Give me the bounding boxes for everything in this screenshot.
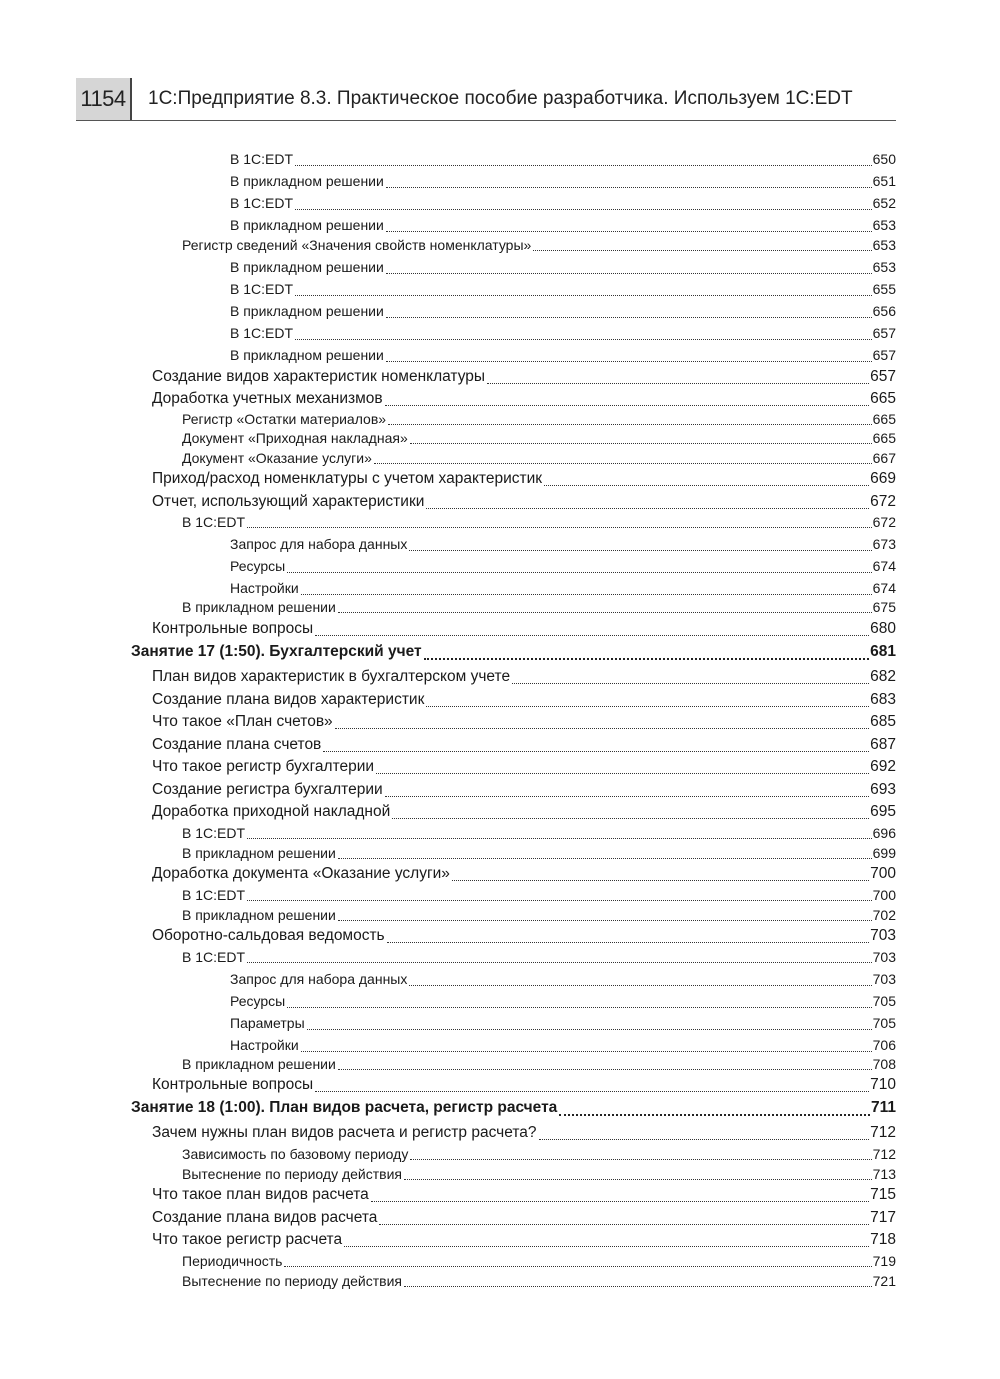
- toc-entry[interactable]: [230, 214, 896, 236]
- toc-entry-title: В 1С:EDT: [182, 949, 246, 965]
- toc-entry-page: 665: [872, 430, 896, 446]
- toc-leader: [539, 1139, 870, 1140]
- toc-entry[interactable]: [182, 1054, 896, 1074]
- toc-entry[interactable]: [230, 278, 896, 300]
- toc-leader: [295, 165, 872, 166]
- toc-entry-title: В прикладном решении: [182, 907, 336, 923]
- toc-leader: [426, 706, 869, 707]
- toc-entry[interactable]: [182, 823, 896, 843]
- toc-entry-page: 708: [872, 1056, 896, 1072]
- toc-entry-title: В прикладном решении: [230, 259, 384, 275]
- toc-leader: [307, 1029, 872, 1030]
- toc-entry-title: Параметры: [230, 1015, 305, 1031]
- toc-entry-title: Доработка документа «Оказание услуги»: [152, 865, 450, 882]
- toc-entry-page: 665: [872, 411, 896, 427]
- toc-entry-page: 702: [872, 907, 896, 923]
- toc-entry-page: 712: [870, 1124, 896, 1141]
- toc-leader: [388, 424, 872, 425]
- toc-entry-page: 706: [872, 1037, 896, 1053]
- toc-leader: [335, 728, 869, 729]
- toc-entry-page: 673: [872, 536, 896, 552]
- toc-entry-title: Создание плана счетов: [152, 736, 322, 753]
- toc-leader: [338, 1069, 872, 1070]
- toc-entry-page: 665: [870, 390, 896, 407]
- toc-entry-page: 655: [872, 281, 896, 297]
- toc-leader: [559, 1114, 870, 1116]
- toc-entry-page: 685: [870, 713, 896, 730]
- toc-entry[interactable]: [230, 990, 896, 1012]
- toc-entry-page: 719: [872, 1253, 896, 1269]
- toc-entry[interactable]: [152, 618, 896, 640]
- toc-entry[interactable]: [152, 756, 896, 778]
- toc-entry-page: 653: [872, 259, 896, 275]
- toc-entry-page: 721: [872, 1273, 896, 1289]
- toc-entry-page: 692: [870, 758, 896, 775]
- toc-leader: [287, 572, 871, 573]
- toc-entry-title: Зачем нужны план видов расчета и регистр расчета?: [152, 1124, 537, 1141]
- toc-leader: [295, 209, 872, 210]
- toc-entry-page: 651: [872, 173, 896, 189]
- toc-entry-title: Вытеснение по периоду действия: [182, 1166, 402, 1182]
- toc-entry-page: 672: [872, 514, 896, 530]
- toc-entry[interactable]: [152, 1184, 896, 1206]
- toc-entry[interactable]: [152, 734, 896, 756]
- toc-entry-title: Настройки: [230, 580, 299, 596]
- toc-entry[interactable]: [152, 1207, 896, 1229]
- toc-entry-title: В прикладном решении: [230, 217, 384, 233]
- toc-entry-title: В прикладном решении: [230, 347, 384, 363]
- toc-entry[interactable]: [182, 1251, 896, 1271]
- toc-entry[interactable]: [182, 235, 896, 255]
- toc-entry-page: 710: [870, 1076, 896, 1093]
- toc-entry[interactable]: [152, 1229, 896, 1251]
- toc-entry-title: Доработка учетных механизмов: [152, 390, 383, 407]
- toc-leader: [392, 818, 869, 819]
- toc-entry-title: Что такое регистр бухгалтерии: [152, 758, 375, 775]
- toc-entry-page: 700: [870, 865, 896, 882]
- toc-leader: [247, 900, 872, 901]
- toc-leader: [301, 594, 872, 595]
- toc-entry-page: 705: [872, 1015, 896, 1031]
- toc-leader: [386, 361, 872, 362]
- toc-entry[interactable]: [230, 1034, 896, 1056]
- toc-leader: [386, 273, 872, 274]
- toc-leader: [452, 880, 869, 881]
- toc-entry-title: Регистр сведений «Значения свойств номенклатуры»: [182, 237, 532, 253]
- toc-leader: [376, 773, 869, 774]
- toc-entry-title: В 1С:EDT: [182, 887, 246, 903]
- toc-entry-page: 672: [870, 493, 896, 510]
- toc-entry[interactable]: [230, 1012, 896, 1034]
- toc-entry[interactable]: [152, 388, 896, 410]
- toc-entry-title: В 1С:EDT: [230, 195, 294, 211]
- toc-leader: [284, 1266, 871, 1267]
- toc-leader: [410, 1159, 871, 1160]
- toc-entry-title: Запрос для набора данных: [230, 536, 408, 552]
- toc-entry-page: 687: [870, 736, 896, 753]
- toc-entry[interactable]: [230, 192, 896, 214]
- toc-entry-page: 652: [872, 195, 896, 211]
- toc-entry-title: План видов характеристик в бухгалтерском учете: [152, 668, 511, 685]
- toc-entry-page: 657: [872, 347, 896, 363]
- toc-entry-page: 711: [870, 1099, 896, 1116]
- toc-leader: [533, 250, 871, 251]
- toc-entry-page: 653: [872, 217, 896, 233]
- toc-entry-title: Создание плана видов характеристик: [152, 691, 425, 708]
- toc-entry-title: Доработка приходной накладной: [152, 803, 391, 820]
- toc-entry-title: В 1С:EDT: [230, 325, 294, 341]
- toc-entry[interactable]: [182, 843, 896, 863]
- toc-entry[interactable]: [152, 863, 896, 885]
- toc-entry-page: 657: [870, 368, 896, 385]
- toc-entry[interactable]: [230, 256, 896, 278]
- toc-entry-page: 674: [872, 580, 896, 596]
- toc-entry[interactable]: [230, 344, 896, 366]
- toc-entry-page: 703: [872, 949, 896, 965]
- toc-leader: [301, 1051, 872, 1052]
- toc-leader: [409, 985, 871, 986]
- toc-chapter[interactable]: [131, 640, 896, 664]
- toc-entry-title: Отчет, использующий характеристики: [152, 493, 425, 510]
- running-title: 1С:Предприятие 8.3. Практическое пособие разработчика. Используем 1С:EDT: [148, 88, 853, 109]
- toc-entry[interactable]: [152, 491, 896, 513]
- toc-leader: [315, 635, 869, 636]
- toc-entry-title: Ресурсы: [230, 558, 286, 574]
- toc-entry-title: Контрольные вопросы: [152, 620, 314, 637]
- toc-entry-title: Ресурсы: [230, 993, 286, 1009]
- toc-entry-title: Создание видов характеристик номенклатуры: [152, 368, 486, 385]
- toc-leader: [424, 658, 870, 660]
- toc-entry-page: 703: [872, 971, 896, 987]
- toc-entry-title: Документ «Оказание услуги»: [182, 450, 372, 466]
- toc-entry[interactable]: [152, 468, 896, 490]
- toc-leader: [379, 1224, 869, 1225]
- toc-entry[interactable]: [182, 1164, 896, 1184]
- toc-entry[interactable]: [182, 1271, 896, 1291]
- toc-leader: [295, 339, 872, 340]
- toc-entry-page: 681: [870, 643, 896, 660]
- toc-entry[interactable]: [230, 968, 896, 990]
- toc-entry-page: 656: [872, 303, 896, 319]
- toc-entry-title: Периодичность: [182, 1253, 283, 1269]
- toc-leader: [287, 1007, 871, 1008]
- page-header: [76, 78, 896, 121]
- toc-entry-page: 705: [872, 993, 896, 1009]
- toc-entry-title: Что такое регистр расчета: [152, 1231, 343, 1248]
- toc-entry[interactable]: [152, 1074, 896, 1096]
- toc-entry[interactable]: [152, 711, 896, 733]
- toc-entry-title: Приход/расход номенклатуры с учетом характеристик: [152, 470, 543, 487]
- toc-entry-page: 712: [872, 1146, 896, 1162]
- page-number: 1154: [76, 78, 132, 120]
- toc-leader: [386, 317, 872, 318]
- toc-leader: [404, 1179, 872, 1180]
- toc-entry-page: 653: [872, 237, 896, 253]
- toc-entry-title: В 1С:EDT: [182, 514, 246, 530]
- toc-entry-title: В 1С:EDT: [230, 281, 294, 297]
- toc-leader: [487, 383, 869, 384]
- toc-leader: [338, 612, 872, 613]
- toc-entry-title: В 1С:EDT: [182, 825, 246, 841]
- toc-entry-title: Что такое план видов расчета: [152, 1186, 369, 1203]
- toc-entry[interactable]: [152, 925, 896, 947]
- toc-entry[interactable]: [230, 300, 896, 322]
- toc-entry[interactable]: [152, 666, 896, 688]
- toc-entry-title: В прикладном решении: [182, 1056, 336, 1072]
- toc-leader: [338, 920, 872, 921]
- toc-leader: [404, 1286, 872, 1287]
- toc-entry-title: Запрос для набора данных: [230, 971, 408, 987]
- toc-entry-page: 657: [872, 325, 896, 341]
- toc-entry-title: В прикладном решении: [182, 845, 336, 861]
- toc-leader: [386, 231, 872, 232]
- toc-leader: [409, 550, 871, 551]
- toc-entry-title: Документ «Приходная накладная»: [182, 430, 408, 446]
- toc-entry-title: Зависимость по базовому периоду: [182, 1146, 409, 1162]
- toc-leader: [387, 942, 869, 943]
- toc-entry-page: 667: [872, 450, 896, 466]
- toc-entry-title: Занятие 17 (1:50). Бухгалтерский учет: [131, 643, 422, 660]
- toc-entry-title: Оборотно-сальдовая ведомость: [152, 927, 385, 944]
- toc-entry-page: 683: [870, 691, 896, 708]
- toc-entry-page: 700: [872, 887, 896, 903]
- toc-entry[interactable]: [182, 409, 896, 429]
- toc-entry-title: В прикладном решении: [230, 303, 384, 319]
- toc-entry[interactable]: [230, 322, 896, 344]
- toc-entry-page: 713: [872, 1166, 896, 1182]
- toc-leader: [385, 796, 869, 797]
- toc-entry-title: Настройки: [230, 1037, 299, 1053]
- toc-entry-page: 674: [872, 558, 896, 574]
- toc-chapter[interactable]: [131, 1096, 896, 1120]
- toc-entry-title: Что такое «План счетов»: [152, 713, 333, 730]
- toc-entry-page: 682: [870, 668, 896, 685]
- toc-entry-title: Создание плана видов расчета: [152, 1209, 378, 1226]
- toc-entry-page: 699: [872, 845, 896, 861]
- toc-entry-title: Регистр «Остатки материалов»: [182, 411, 387, 427]
- toc-entry[interactable]: [182, 597, 896, 617]
- toc-entry[interactable]: [182, 947, 896, 967]
- toc-entry[interactable]: [152, 689, 896, 711]
- toc-entry[interactable]: [152, 1122, 896, 1144]
- toc-entry[interactable]: [230, 555, 896, 577]
- toc-entry-title: В прикладном решении: [230, 173, 384, 189]
- toc-entry[interactable]: [230, 170, 896, 192]
- toc-entry[interactable]: [182, 885, 896, 905]
- toc-entry-title: Вытеснение по периоду действия: [182, 1273, 402, 1289]
- toc-leader: [371, 1201, 869, 1202]
- toc-entry[interactable]: [152, 801, 896, 823]
- toc-leader: [247, 527, 872, 528]
- toc-entry-title: Контрольные вопросы: [152, 1076, 314, 1093]
- toc-entry-page: 718: [870, 1231, 896, 1248]
- toc-entry[interactable]: [182, 512, 896, 532]
- toc-entry-title: В 1С:EDT: [230, 151, 294, 167]
- toc-entry-page: 669: [870, 470, 896, 487]
- toc-leader: [247, 962, 872, 963]
- toc-entry-title: Занятие 18 (1:00). План видов расчета, регистр расчета: [131, 1099, 558, 1116]
- toc-leader: [544, 485, 869, 486]
- toc-entry-page: 695: [870, 803, 896, 820]
- toc-leader: [385, 405, 870, 406]
- toc-entry[interactable]: [182, 448, 896, 468]
- toc-entry-title: Создание регистра бухгалтерии: [152, 781, 383, 798]
- toc-leader: [295, 295, 872, 296]
- toc-leader: [386, 187, 872, 188]
- toc-leader: [426, 508, 869, 509]
- toc-leader: [338, 858, 872, 859]
- toc-entry-title: В прикладном решении: [182, 599, 336, 615]
- toc-entry-page: 693: [870, 781, 896, 798]
- toc-entry[interactable]: [152, 366, 896, 388]
- toc-leader: [344, 1246, 869, 1247]
- toc-entry-page: 715: [870, 1186, 896, 1203]
- toc-entry[interactable]: [230, 533, 896, 555]
- toc-entry-page: 650: [872, 151, 896, 167]
- toc-leader: [512, 683, 869, 684]
- toc-leader: [315, 1091, 869, 1092]
- toc-entry[interactable]: [182, 1144, 896, 1164]
- toc-entry-page: 675: [872, 599, 896, 615]
- toc-entry[interactable]: [152, 779, 896, 801]
- toc-entry[interactable]: [182, 428, 896, 448]
- toc-entry[interactable]: [182, 905, 896, 925]
- toc-entry-page: 717: [870, 1209, 896, 1226]
- toc-entry-page: 696: [872, 825, 896, 841]
- toc-leader: [323, 751, 869, 752]
- toc-entry[interactable]: [230, 148, 896, 170]
- toc-entry-page: 703: [870, 927, 896, 944]
- toc-entry[interactable]: [230, 577, 896, 599]
- toc-leader: [247, 838, 872, 839]
- toc-leader: [410, 443, 872, 444]
- toc-entry-page: 680: [870, 620, 896, 637]
- toc-leader: [374, 463, 872, 464]
